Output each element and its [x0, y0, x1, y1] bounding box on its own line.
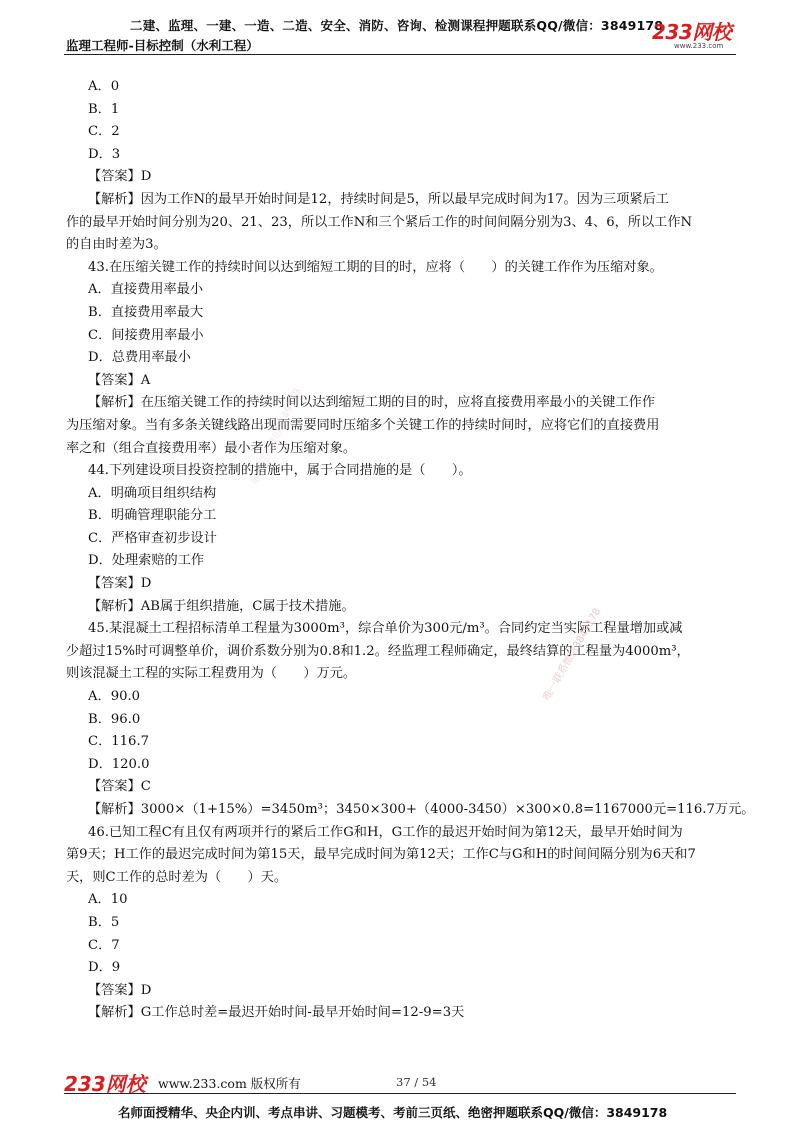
option-line: A．0: [88, 79, 120, 94]
question-line: 43.在压缩关键工作的持续时间以达到缩短工期的目的时，应将（ ）的关键工作作为压缩对象。: [88, 259, 663, 275]
text-line: 天，则C工作的总时差为（ ）天。: [66, 869, 288, 885]
answer-line: 【答案】D: [88, 576, 152, 592]
option-line: D．9: [88, 960, 121, 976]
explanation-line: 【解析】3000×（1+15%）=3450m³；3450×300+（4000-3450）×300×0.8=1167000元=116.7万元。: [88, 802, 755, 817]
text-line: 为压缩对象。当有多条关键线路出现而需要同时压缩多个关键工作的持续时间时，应将它们的直接费用: [66, 417, 660, 433]
option-line: C．7: [88, 937, 120, 953]
option-line: C．间接费用率最小: [88, 327, 204, 343]
option-line: A．10: [88, 892, 128, 908]
footer-logo: 233网校: [64, 1072, 146, 1096]
option-line: B．5: [88, 914, 120, 930]
option-line: D．3: [88, 146, 121, 162]
explanation-line: 【解析】因为工作N的最早开始时间是12，持续时间是5，所以最早完成时间为17。因为三项紧后工: [88, 191, 669, 207]
option-line: C．116.7: [88, 734, 150, 750]
option-line: A．90.0: [88, 689, 141, 705]
question-line: 45.某混凝土工程招标清单工程量为3000m³，综合单价为300元/m³。合同约定当实际工程量增加或减: [88, 621, 683, 637]
option-line: D．处理索赔的工作: [88, 553, 205, 569]
answer-line: 【答案】A: [88, 372, 151, 388]
option-line: D．总费用率最小: [88, 350, 191, 366]
option-line: B．直接费用率最大: [88, 304, 204, 320]
answer-line: 【答案】C: [88, 779, 151, 795]
header-promo: 二建、监理、一建、一造、二造、安全、消防、咨询、检测课程押题联系QQ/微信：3849178: [130, 18, 664, 33]
option-line: A．明确项目组织结构: [88, 485, 217, 501]
option-line: C．2: [88, 124, 120, 140]
page-content: [66, 76, 755, 1025]
text-line: 的自由时差为3。: [66, 237, 167, 253]
option-line: D．120.0: [88, 756, 150, 772]
option-line: B．96.0: [88, 711, 141, 727]
page-number: 37 / 54: [396, 1075, 437, 1089]
explanation-line: 【解析】AB属于组织措施，C属于技术措施。: [88, 598, 355, 614]
option-line: B．1: [88, 101, 120, 117]
watermark-stamp: 唯一联系微信3849178: [541, 606, 604, 703]
brand-logo-text: 233网校: [652, 20, 732, 44]
document-title: 监理工程师-目标控制（水利工程）: [66, 38, 259, 53]
text-line: 第9天；H工作的最迟完成时间为第15天，最早完成时间为第12天；工作C与G和H的时间间隔分别为6天和7: [66, 847, 696, 863]
header-rule: [64, 54, 736, 55]
explanation-line: 【解析】在压缩关键工作的持续时间以达到缩短工期的目的时，应将直接费用率最小的关键工作作: [88, 395, 656, 411]
text-line: 则该混凝土工程的实际工程费用为（ ）万元。: [66, 666, 357, 682]
brand-logo-url: www.233.com: [674, 42, 724, 50]
answer-line: 【答案】D: [88, 982, 152, 998]
explanation-line: 【解析】G工作总时差=最迟开始时间-最早开始时间=12-9=3天: [88, 1005, 465, 1021]
option-line: B．明确管理职能分工: [88, 508, 217, 524]
answer-line: 【答案】D: [88, 169, 152, 185]
text-line: 率之和（组合直接费用率）最小者作为压缩对象。: [66, 440, 357, 456]
watermark-faint: 唯一联系微信3849178: [249, 386, 304, 487]
text-line: 少超过15%时可调整单价，调价系数分别为0.8和1.2。经监理工程师确定，最终结算的工程量为4000m³，: [66, 643, 690, 659]
question-line: 46.已知工程C有且仅有两项并行的紧后工作G和H，G工作的最迟开始时间为第12天，最早开始时间为: [88, 824, 683, 840]
text-line: 作的最早开始时间分别为20、21、23，所以工作N和三个紧后工作的时间间隔分别为3、4、6，所以工作N: [66, 214, 693, 230]
option-line: C．严格审查初步设计: [88, 530, 217, 546]
footer-site: www.233.com 版权所有: [158, 1076, 301, 1091]
brand-logo: [652, 22, 744, 56]
question-line: 44.下列建设项目投资控制的措施中，属于合同措施的是（ ）。: [88, 463, 472, 479]
footer-rule: [64, 1093, 736, 1094]
footer-note: 名师面授精华、央企内训、考点串讲、习题模考、考前三页纸、绝密押题联系QQ/微信：3849178: [118, 1105, 668, 1120]
option-line: A．直接费用率最小: [88, 282, 204, 298]
